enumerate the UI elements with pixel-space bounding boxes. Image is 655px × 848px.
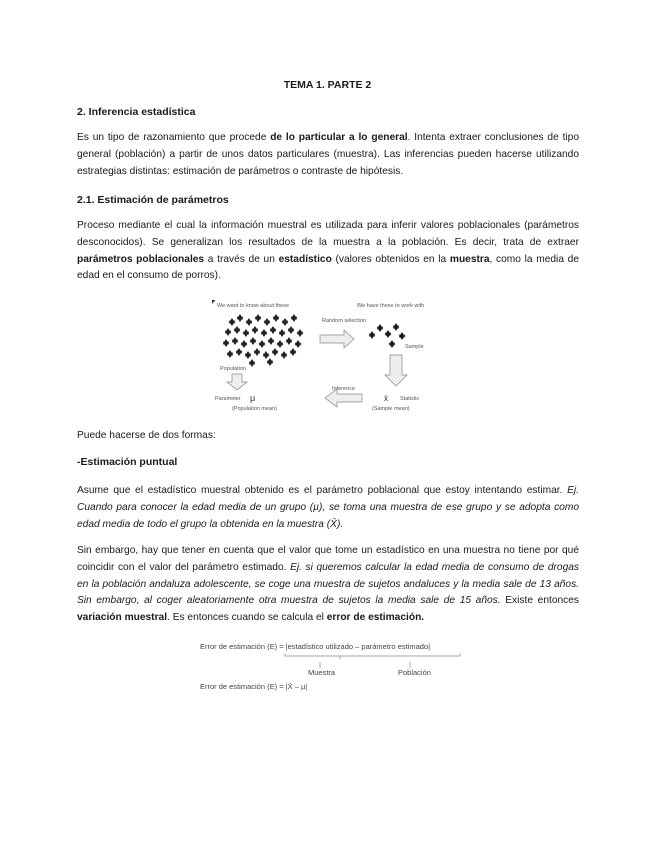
error-formula bbox=[200, 640, 470, 700]
section-heading-estimacion: 2.1. Estimación de parámetros bbox=[77, 194, 229, 206]
formula-line2: Error de estimación (E) = |X̄ – µ| bbox=[200, 682, 308, 691]
paragraph-estimacion bbox=[77, 218, 579, 285]
random-selection-label: Random selection bbox=[322, 318, 367, 324]
right-caption: We have these to work with bbox=[357, 303, 425, 309]
text-span: a través de un bbox=[204, 253, 279, 265]
text-span: . Intenta extraer conclusiones de tipo general (población) a partir de unos datos particulares (muestra). Las inferencias pueden hacerse utilizando estrategias distintas: estimación de parámetros o contraste de hipótesis. bbox=[77, 132, 579, 177]
text-span: Sin embargo, hay que tener en cuenta que el valor que tome un estadístico en una muestra no tiene por qué coincidir con el valor del parámetro estimado. bbox=[77, 545, 579, 573]
paragraph-forms: Puede hacerse de dos formas: bbox=[77, 430, 216, 441]
sample-mean-label: (Sample mean) bbox=[372, 406, 410, 412]
population-mean-label: (Population mean) bbox=[232, 406, 277, 412]
parameter-label: Parameter bbox=[215, 396, 241, 402]
down-arrow-icon bbox=[385, 355, 407, 386]
text-span: , como la media de edad en el consumo de porros). bbox=[77, 253, 579, 282]
inference-label: Inference bbox=[332, 386, 355, 392]
formula-line1: Error de estimación (E) = |estadístico utilizado – parámetro estimado| bbox=[200, 642, 431, 651]
text-span: (valores obtenidos en la bbox=[331, 253, 450, 265]
italic-span: Ej. Cuando para conocer la edad media de un grupo (µ), se toma una muestra de ese grupo y se adopta como edad media de todo el grupo la obtenida en la muestra (X̄). bbox=[77, 485, 579, 530]
poblacion-label: Población bbox=[398, 668, 431, 677]
left-caption: We want to know about these bbox=[217, 303, 290, 309]
italic-span: Ej. si queremos calcular la edad media de consumo de drogas en la población andaluza adolescente, se coge una muestra de sujetos andaluces y la media sale de 13 años. Sin embargo, al coger aleatoriamente otra muestra de sujetos la media sale de 15 años. bbox=[77, 561, 579, 607]
bold-span: error de estimación. bbox=[326, 612, 425, 624]
population-people-icon bbox=[212, 300, 303, 366]
bold-span: estadístico bbox=[278, 253, 332, 265]
down-arrow-icon bbox=[227, 374, 247, 390]
bold-span: variación muestral bbox=[77, 612, 168, 624]
section-heading-puntual: -Estimación puntual bbox=[77, 456, 178, 468]
text-span: Proceso mediante el cual la información muestral es utilizada para inferir valores poblacionales (parámetros desconocidos). Se generalizan los resultados de la muestra a la población. Es decir, trata de extraer bbox=[77, 220, 579, 248]
page-title: TEMA 1. PARTE 2 bbox=[283, 79, 372, 91]
brace-icon bbox=[285, 653, 460, 659]
statistic-label: Statistic bbox=[400, 396, 420, 402]
text-span: . Es entonces cuando se calcula el bbox=[167, 612, 327, 624]
sample-people-icon bbox=[369, 324, 405, 347]
bold-span: parámetros poblacionales bbox=[77, 253, 205, 265]
bold-span: de lo particular a lo general bbox=[270, 132, 408, 143]
paragraph-inferencia bbox=[77, 130, 579, 180]
section-heading-inferencia: 2. Inferencia estadística bbox=[77, 106, 196, 118]
text-span: Existe entonces bbox=[500, 595, 580, 607]
bold-span: muestra bbox=[449, 253, 490, 265]
mu-symbol: μ bbox=[250, 393, 256, 403]
population-label: Population bbox=[220, 366, 246, 372]
inference-diagram bbox=[212, 300, 452, 415]
paragraph-puntual bbox=[77, 483, 579, 533]
sample-label: Sample bbox=[405, 344, 424, 350]
text-span: Asume que el estadístico muestral obtenido es el parámetro poblacional que estoy intentando estimar. bbox=[77, 485, 568, 496]
text-span: Es un tipo de razonamiento que procede bbox=[77, 132, 271, 143]
xbar-symbol: x̄ bbox=[384, 394, 388, 403]
paragraph-sin-embargo bbox=[77, 543, 579, 627]
muestra-label: Muestra bbox=[308, 668, 336, 677]
right-arrow-icon bbox=[320, 330, 354, 348]
